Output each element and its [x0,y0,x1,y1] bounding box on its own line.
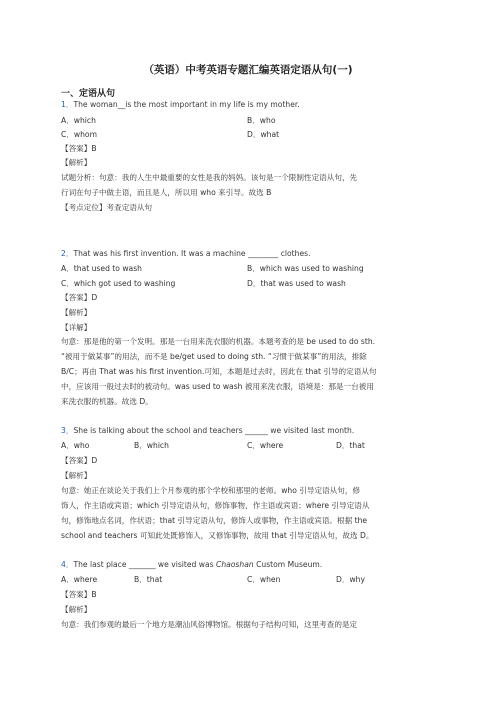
question-4-option-c: C．when [247,575,281,584]
question-1-answer: 【答案】B [61,144,97,153]
question-1-text: The woman__is the most important in my life is my mother. [73,100,300,109]
question-1-jiexi-label: 【解析】 [61,158,92,167]
question-4-stem [61,559,322,570]
question-1-analysis-line: 行词在句子中做主语，而且是人，所以用 who 来引导。故选 B [61,188,272,197]
section-heading: 一、定语从句 [61,89,116,99]
document-title: （英语）中考英语专题汇编英语定语从句(一) [143,64,353,76]
question-2-analysis-line: B/C；再由 That was his first invention.可知，本题是过去时，因此在 that 引导的定语从句 [61,367,377,376]
question-2-analysis-line: “被用于做某事”的用法，而不是 be/get used to doing sth. “习惯于做某事”的用法，排除 [61,352,367,361]
question-2-stem [61,248,311,259]
question-1-option-c: C．whom [61,130,97,139]
question-2-xiangjie-label: 【详解】 [61,323,92,332]
question-2-text: That was his first invention. It was a machine ________ clothes. [73,249,311,258]
question-4-analysis-line: 句意：我们参观的最后一个地方是潮汕风俗博物馆。根据句子结构可知，这里考查的是定 [61,620,358,629]
question-3-option-d: D．that [336,441,365,450]
question-4-jiexi-label: 【解析】 [61,605,92,614]
question-3-analysis-line: 句，修饰地点名词，作状语；that 引导定语从句，修饰人或事物，作主语或宾语。根据 the [61,516,368,525]
question-2-option-d: D．that was used to wash [247,279,346,288]
question-1-number: 1． [61,100,74,109]
question-1-kaodian: 【考点定位】考查定语从句 [61,203,153,212]
question-3-option-a: A．who [61,441,90,450]
question-4-italic-word: Chaoshan [216,560,254,569]
question-3-jiexi-label: 【解析】 [61,471,92,480]
question-3-analysis-line: school and teachers 可知此处既修饰人，又修饰事物，故用 that 引导定语从句，故选 D。 [61,531,374,540]
question-1-analysis-line: 试题分析：句意：我的人生中最重要的女性是我的妈妈。该句是一个限制性定语从句，先 [61,173,358,182]
question-2-analysis-line: 来洗衣服的机器。故选 D。 [61,397,153,406]
question-3-analysis-line: 饰人，作主语或宾语；which 引导定语从句，修饰事物，作主语或宾语；where 引导定语从 [61,501,370,510]
question-4-answer: 【答案】B [61,590,97,599]
question-2-option-c: C．which got used to washing [61,279,176,288]
question-2-number: 2． [61,249,74,258]
question-1-option-b: B．who [247,116,276,125]
question-4-option-b: B．that [134,575,163,584]
question-2-analysis-line: 中，应该用一般过去时的被动句。was used to wash 被用来洗衣服，语境是：那是一台被用 [61,382,374,391]
question-4-option-d: D．why [336,575,365,584]
question-2-option-a: A．that used to wash [61,264,142,273]
question-1-option-d: D．what [247,130,280,139]
question-4-text-end: Custom Museum. [253,560,323,569]
question-3-option-b: B．which [134,441,169,450]
question-3-analysis-line: 句意：她正在谈论关于我们上个月参观的那个学校和那里的老师。who 引导定语从句，修 [61,486,361,495]
question-2-answer: 【答案】D [61,293,98,302]
question-2-jiexi-label: 【解析】 [61,308,92,317]
question-1-stem [61,99,300,110]
question-3-option-c: C．where [247,441,284,450]
question-4-option-a: A．where [61,575,98,584]
question-1-option-a: A．which [61,116,96,125]
question-3-stem [61,425,354,436]
question-4-number: 4． [61,560,74,569]
question-3-answer: 【答案】D [61,456,98,465]
question-4-text: The last place _______ we visited was [73,560,217,569]
question-2-analysis-line: 句意：那是他的第一个发明。那是一台用来洗衣服的机器。本题考查的是 be used to do sth. [61,337,376,346]
question-2-option-b: B．which was used to washing [247,264,364,273]
question-3-text: She is talking about the school and teachers ______ we visited last month. [73,426,355,435]
question-3-number: 3． [61,426,74,435]
